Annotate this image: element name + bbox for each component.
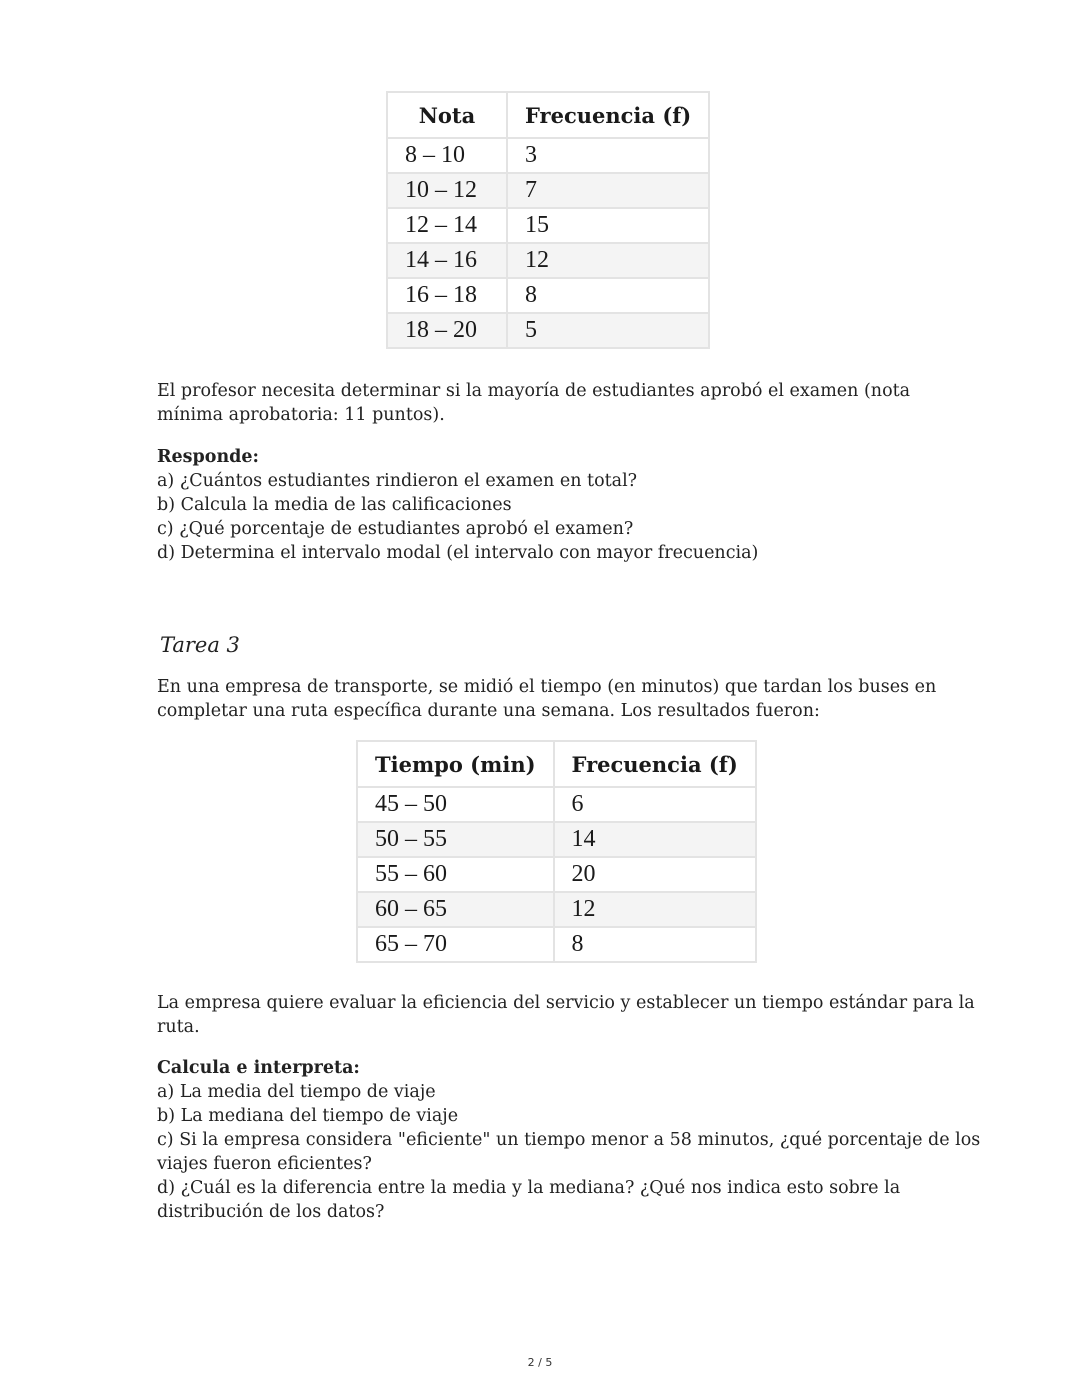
paragraph-line: En una empresa de transporte, se midió el tiempo (en minutos) que tardan los buses en [157,677,937,697]
table-row [357,857,756,892]
table-row [387,173,709,208]
table-row [357,927,756,962]
question-c: c) Si la empresa considera "eficiente" un tiempo menor a 58 minutos, ¿qué porcentaje de los [157,1130,981,1150]
interval-cell: 10 – 12 [387,173,507,208]
frequency-cell: 7 [507,173,709,208]
responde-heading: Responde: [157,447,259,467]
frequency-cell: 5 [507,313,709,348]
travel-time-frequency-table [356,740,757,963]
table-header-row [357,741,756,787]
responde-questions [157,445,937,565]
frequency-cell: 3 [507,138,709,173]
table-row [387,243,709,278]
frequency-cell: 8 [554,927,756,962]
interval-cell: 14 – 16 [387,243,507,278]
interval-cell: 12 – 14 [387,208,507,243]
interval-cell: 45 – 50 [357,787,554,822]
frequency-cell: 15 [507,208,709,243]
table-row [387,138,709,173]
question-d: d) ¿Cuál es la diferencia entre la media y la mediana? ¿Qué nos indica esto sobre la [157,1178,901,1198]
interval-cell: 16 – 18 [387,278,507,313]
frequency-cell: 8 [507,278,709,313]
interval-cell: 60 – 65 [357,892,554,927]
question-b: b) Calcula la media de las calificaciones [157,495,512,515]
paragraph-line: completar una ruta específica durante una semana. Los resultados fueron: [157,701,820,721]
interval-cell: 8 – 10 [387,138,507,173]
table-row [357,787,756,822]
exam-context-paragraph [157,379,937,427]
paragraph-line: La empresa quiere evaluar la eficiencia del servicio y establecer un tiempo estándar para la [157,993,975,1013]
table-row [387,208,709,243]
table-row [387,313,709,348]
question-d: d) Determina el intervalo modal (el intervalo con mayor frecuencia) [157,543,759,563]
calcula-questions [157,1056,981,1224]
calcula-heading: Calcula e interpreta: [157,1058,360,1078]
table-row [357,892,756,927]
paragraph-line: ruta. [157,1017,200,1037]
column-header-frecuencia: Frecuencia (f) [507,92,709,138]
interval-cell: 55 – 60 [357,857,554,892]
paragraph-line: El profesor necesita determinar si la mayoría de estudiantes aprobó el examen (nota [157,381,911,401]
grades-frequency-table [386,91,710,349]
frequency-cell: 14 [554,822,756,857]
interval-cell: 18 – 20 [387,313,507,348]
interval-cell: 65 – 70 [357,927,554,962]
question-a: a) ¿Cuántos estudiantes rindieron el examen en total? [157,471,638,491]
frequency-cell: 12 [507,243,709,278]
question-b: b) La mediana del tiempo de viaje [157,1106,459,1126]
frequency-cell: 20 [554,857,756,892]
table-row [357,822,756,857]
task-3-intro-paragraph [157,675,937,723]
frequency-cell: 6 [554,787,756,822]
column-header-tiempo: Tiempo (min) [357,741,554,787]
table-header-row [387,92,709,138]
interval-cell: 50 – 55 [357,822,554,857]
page-number: 2 / 5 [527,1356,553,1369]
question-c-continued: viajes fueron eficientes? [157,1154,372,1174]
frequency-cell: 12 [554,892,756,927]
question-d-continued: distribución de los datos? [157,1202,385,1222]
paragraph-line: mínima aprobatoria: 11 puntos). [157,405,445,425]
task-3-title: Tarea 3 [160,633,240,657]
question-a: a) La media del tiempo de viaje [157,1082,436,1102]
question-c: c) ¿Qué porcentaje de estudiantes aprobó el examen? [157,519,634,539]
table-row [387,278,709,313]
task-3-goal-paragraph [157,991,975,1039]
column-header-frecuencia: Frecuencia (f) [554,741,756,787]
column-header-nota: Nota [387,92,507,138]
